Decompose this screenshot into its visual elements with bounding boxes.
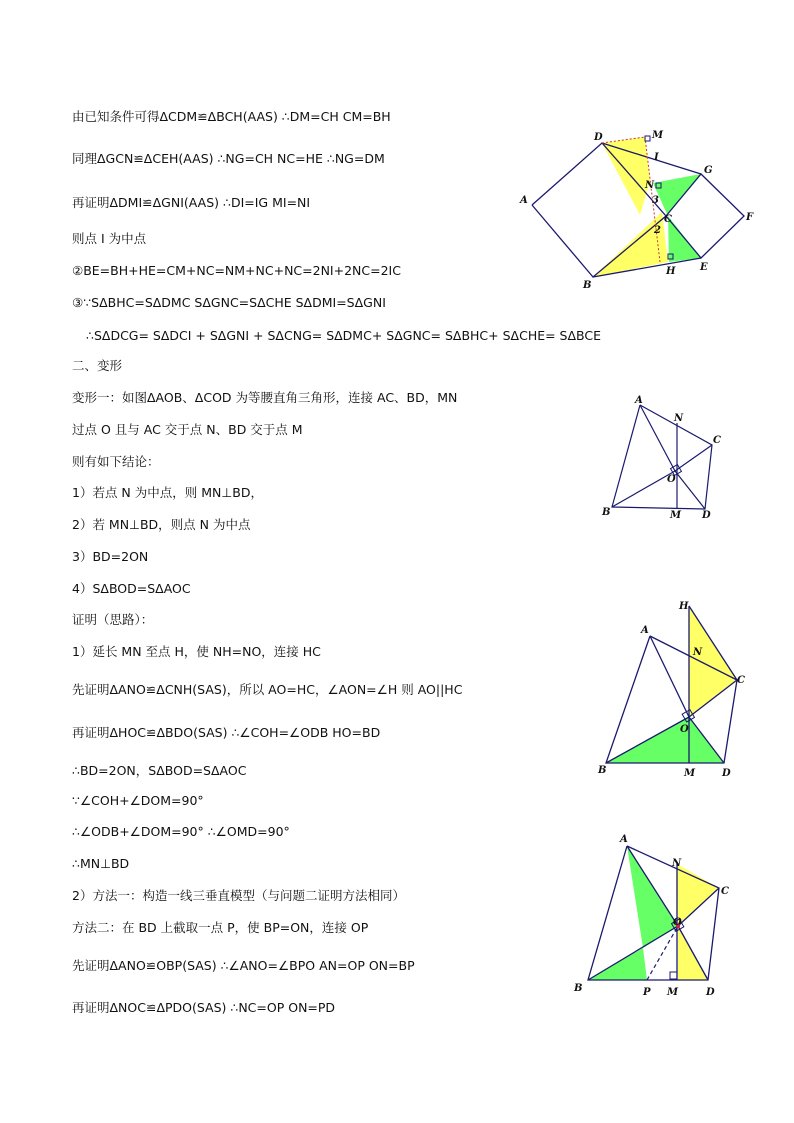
text-line: ∵∠COH+∠DOM=90° — [72, 793, 204, 808]
text-line: ∴BD=2ON，SΔBOD=SΔAOC — [72, 763, 247, 778]
text-line: ∴MN⊥BD — [72, 856, 130, 871]
text-line: 证明（思路）： — [72, 612, 154, 627]
text-line: ②BE=BH+HE=CM+NC=NM+NC+NC=2NI+2NC=2IC — [72, 263, 401, 278]
label: N — [672, 858, 682, 869]
section-heading: 二、变形 — [72, 358, 123, 373]
label: M — [652, 130, 664, 141]
text-line: 先证明ΔANO≌OBP(SAS) ∴∠ANO=∠BPO AN=OP ON=BP — [72, 958, 415, 973]
label: M — [667, 987, 679, 998]
text-line: 先证明ΔANO≌ΔCNH(SAS)，所以 AO=HC，∠AON=∠H 则 AO||HC — [72, 682, 463, 697]
text-line: 再证明ΔHOC≌ΔBDO(SAS) ∴∠COH=∠ODB HO=BD — [72, 725, 381, 740]
text-line: ∴∠ODB+∠DOM=90° ∴∠OMD=90° — [72, 824, 290, 839]
label: M — [670, 510, 682, 521]
text-line: 再证明ΔDMI≌ΔGNI(AAS) ∴DI=IG MI=NI — [72, 195, 311, 210]
label: H — [679, 601, 689, 612]
label: D — [722, 768, 731, 779]
label: D — [706, 987, 715, 998]
figure-4 — [565, 825, 750, 1000]
label: O — [673, 917, 682, 928]
label: B — [583, 280, 592, 291]
label: A — [520, 195, 528, 206]
text-line: 则有如下结论： — [72, 454, 160, 469]
text-line: 则点 I 为中点 — [72, 231, 147, 246]
label: 3 — [652, 195, 659, 206]
text-line: 4）SΔBOD=SΔAOC — [72, 581, 191, 596]
text-line: 1）延长 MN 至点 H，使 NH=NO，连接 HC — [72, 644, 321, 659]
label: H — [666, 266, 676, 277]
text-line: 2）若 MN⊥BD，则点 N 为中点 — [72, 517, 251, 532]
label: A — [641, 625, 649, 636]
text-line: ③∵SΔBHC=SΔDMC SΔGNC=SΔCHE SΔDMI=SΔGNI — [72, 295, 386, 310]
label: O — [667, 474, 676, 485]
label: P — [643, 987, 651, 998]
figure-3 — [590, 595, 760, 785]
label: A — [635, 395, 643, 406]
label: I — [654, 152, 659, 163]
text-line: 方法二：在 BD 上截取一点 P，使 BP=ON，连接 OP — [72, 920, 369, 935]
text-line: 过点 O 且与 AC 交于点 N、BD 交于点 M — [72, 422, 303, 437]
text-line: 2）方法一：构造一线三垂直模型（与问题二证明方法相同） — [72, 888, 405, 903]
label: N — [693, 647, 703, 658]
label: B — [574, 983, 583, 994]
label: C — [664, 214, 672, 225]
label: F — [746, 212, 754, 223]
label: E — [700, 262, 708, 273]
text-line: 变形一：如图ΔAOB、ΔCOD 为等腰直角三角形，连接 AC、BD，MN — [72, 390, 458, 405]
figure-1 — [510, 120, 770, 300]
label: C — [737, 675, 745, 686]
label: M — [684, 768, 696, 779]
label: C — [721, 886, 729, 897]
text-line: 同理ΔGCN≌ΔCEH(AAS) ∴NG=CH NC=HE ∴NG=DM — [72, 151, 385, 166]
label: G — [704, 165, 713, 176]
text-line: 3）BD=2ON — [72, 549, 149, 564]
label: O — [680, 724, 689, 735]
text-line: 再证明ΔNOC≌ΔPDO(SAS) ∴NC=OP ON=PD — [72, 1000, 336, 1015]
label: C — [713, 435, 721, 446]
label: N — [645, 180, 655, 191]
label: 2 — [654, 225, 661, 236]
label: N — [674, 413, 684, 424]
figure-2 — [590, 390, 730, 525]
label: D — [594, 132, 603, 143]
text-line: 1）若点 N 为中点，则 MN⊥BD， — [72, 485, 263, 500]
label: B — [602, 507, 611, 518]
label: B — [598, 765, 607, 776]
label: D — [702, 510, 711, 521]
label: A — [620, 834, 628, 845]
text-line: ∴SΔDCG= SΔDCI + SΔGNI + SΔCNG= SΔDMC+ SΔGNC= SΔBHC+ SΔCHE= SΔBCE — [86, 328, 602, 343]
text-line: 由已知条件可得ΔCDM≌ΔBCH(AAS) ∴DM=CH CM=BH — [72, 109, 391, 124]
